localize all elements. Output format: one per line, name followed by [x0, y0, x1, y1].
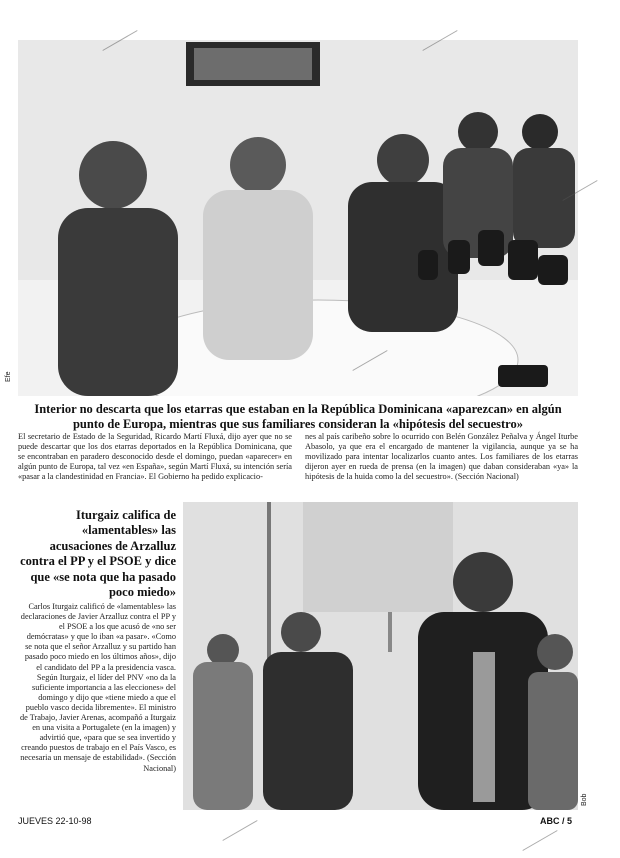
top-story-column-1: El secretario de Estado de la Seguridad, Ricardo Martí Fluxá, dijo ayer que no se puede descartar que los dos etarras deportados en la República Dominicana, que se encontraban en paradero desconocido desde el domingo, puedan «aparecer» en algún punto de Europa, tal vez «en España», según Martí Fluxá, su intención sería «pasar a la clandestinidad en Francia». El Gobierno ha pedido explicacio- [18, 432, 292, 482]
press-conference-photo [18, 40, 578, 396]
top-story-headline: Interior no descarta que los etarras que estaban en la República Dominicana «aparezcan» en algún punto de Europa, mientras que sus familiares consideran la «hipótesis del secuestro» [34, 402, 562, 431]
press-conference-illustration [18, 40, 578, 396]
footer-date: JUEVES 22-10-98 [18, 816, 92, 826]
sidebar-story-headline: Iturgaiz califica de «lamentables» las acusaciones de Arzalluz contra el PP y el PSOE y dice que «se nota que ha pasado poco miedo» [20, 508, 176, 600]
politicians-illustration [183, 502, 578, 810]
top-story-column-2: nes al país caribeño sobre lo ocurrido con Belén González Peñalva y Ángel Iturbe Abasolo, ya que era el encargado de mantener la vigilancia, aunque ya se ha movilizado para intentar localizarlos cuanto antes. Los familiares de los etarras dijeron ayer en rueda de prensa (en la imagen) que daban consideraban «ya» la hipótesis de la huida como la del secuestro». (Sección Nacional) [305, 432, 578, 482]
politicians-photo [183, 502, 578, 810]
footer-brand: ABC / 5 [540, 816, 573, 826]
scan-mark [522, 830, 557, 851]
photo-credit: Bob [581, 793, 588, 806]
sidebar-story-body: Carlos Iturgaiz calificó de «lamentables» las declaraciones de Javier Arzalluz contra el PP y el PSOE a los que acusó de «no ser demócratas» y que lo iban «a pasar». «Como se nota que el señor Arzalluz y su partido han pasado poco miedo en los últimos años», dijo el candidato del PP a la presidencia vasca. Según Iturgaiz, el líder del PNV «no da la suficiente importancia a las elecciones» del domingo y dijo que «tiene miedo a que el pueblo vasco decida libremente». El ministro de Trabajo, Javier Arenas, acompañó a Iturgaiz en una visita a Portugalete (en la imagen) y advirtió que, «para que se sea invertido y creando puestos de trabajo en el País Vasco, es necesaria un mensaje de estabilidad». (Sección Nacional) [19, 602, 176, 773]
scan-mark [222, 820, 257, 841]
photo-credit: Efe [5, 371, 12, 382]
